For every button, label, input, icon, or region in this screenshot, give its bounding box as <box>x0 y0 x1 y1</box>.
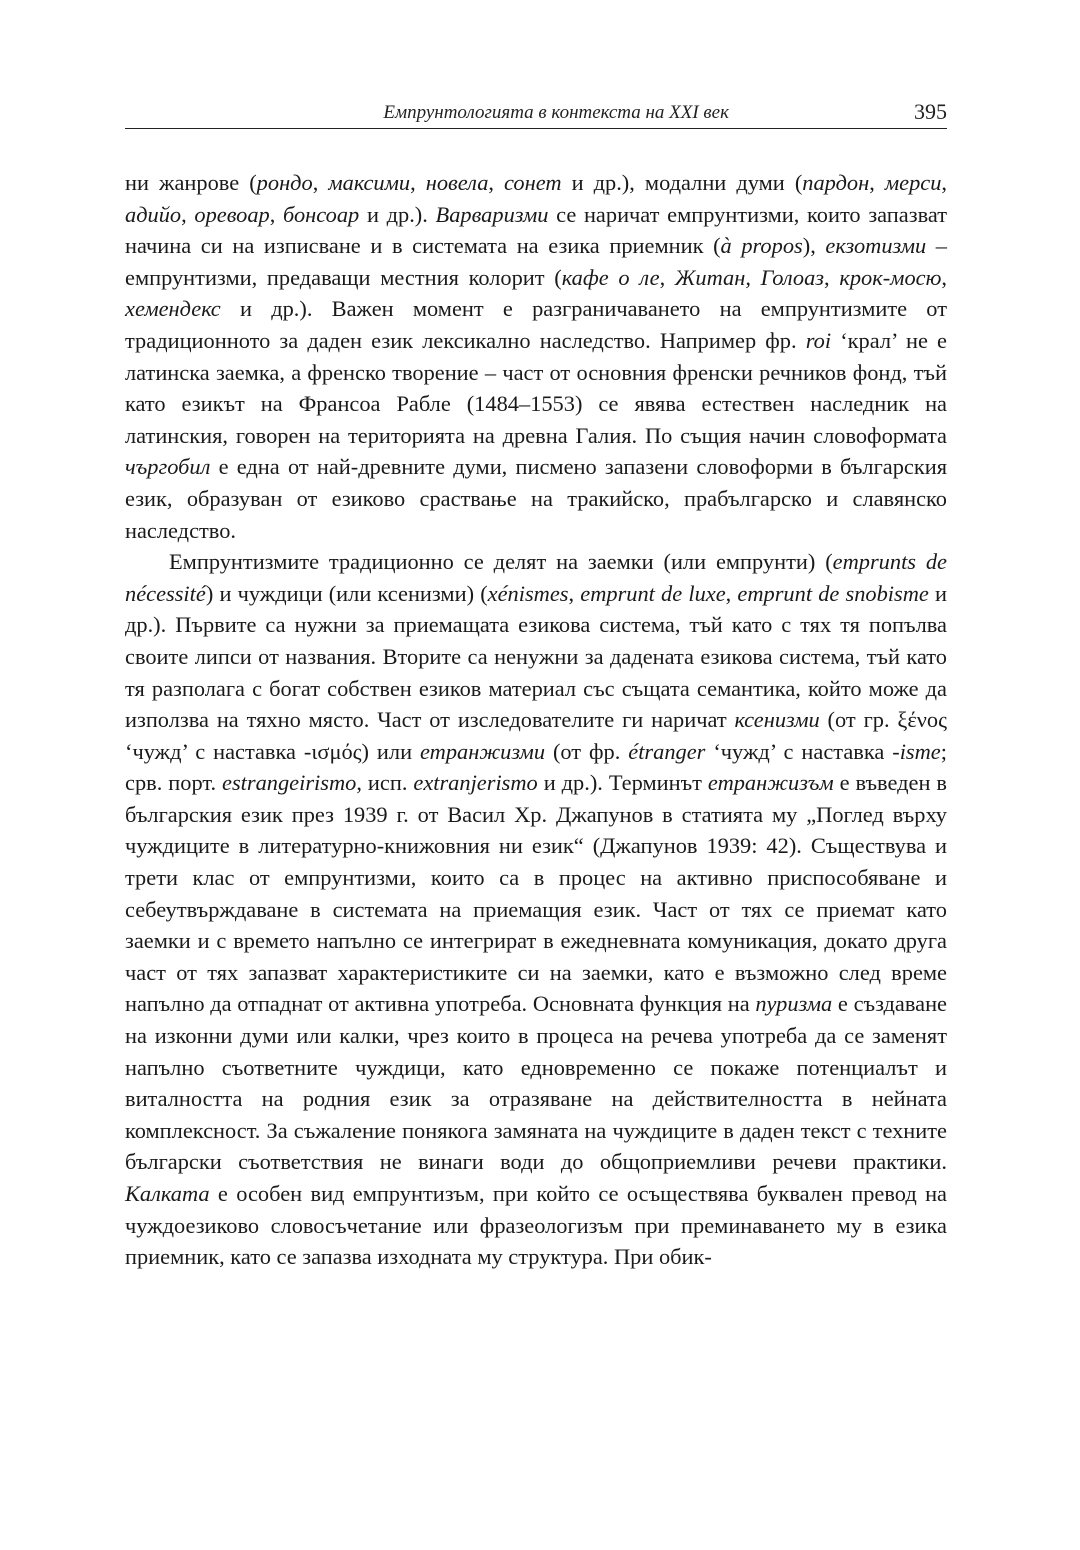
text-run: , <box>181 201 195 227</box>
italic-term: екзотизми <box>825 233 927 259</box>
text-run: , <box>269 201 284 227</box>
text-run: Емпрунтизмите традиционно се делят на заемки (или емпрунти) ( <box>169 549 833 575</box>
italic-term: етранжизми <box>420 738 546 764</box>
italic-term: пардон <box>802 170 870 195</box>
text-run: – емпрунтизми, предаващи местния колорит ( <box>125 233 947 290</box>
text-run: , <box>824 264 840 290</box>
italic-term: хемендекс <box>125 296 221 322</box>
text-run: , <box>941 170 948 195</box>
paragraph <box>125 546 947 1273</box>
text-run: , исп. <box>356 770 414 796</box>
text-run: , <box>725 580 738 606</box>
italic-term: estrangeirismo <box>222 770 357 796</box>
body-text <box>125 167 947 1273</box>
italic-term: emprunts de nécessité <box>125 549 947 606</box>
text-run: ‘крал’ не е латинска заемка, а френско творение – част от основния френски речников фонд, тъй като езикът на Франсоа Рабле (1484–1553) се явява естествен наследник на латинския, говорен на територията на древна Галия. По същия начин словоформата <box>125 327 947 448</box>
italic-term: кафе о ле <box>561 264 660 290</box>
page-number: 395 <box>914 99 947 124</box>
text-run: , <box>488 170 505 195</box>
italic-term: extranjerismo <box>413 770 538 796</box>
text-run: , <box>312 170 329 195</box>
italic-term: етранжизъм <box>707 770 834 796</box>
italic-term: пуризма <box>755 991 833 1017</box>
text-run: ‘чужд’ с наставка <box>705 738 893 764</box>
text-run: и др.). Терминът <box>537 770 708 796</box>
text-run: , <box>568 580 581 606</box>
italic-term: ксенизми <box>734 707 820 733</box>
text-run: е въведен в българския език през 1939 г. от Васил Хр. Джапунов в статията му „Поглед върху чуждиците в литературно-книжовния ни език“ (Джапунов 1939: 42). Съществува и трети клас от емпрунтизми, които са в процес на активно приспособяване и себеутвърждаване в системата на приемащия език. Част от тях се приемат като заемки и с времето напълно се интегрират в ежедневната комуникация, докато друга част от тях запазват характеристиките си на заемки, като е възможно след време напълно да отпаднат от активна употреба. Основната функция на <box>125 770 947 1017</box>
text-run: се наричат емпрунтизми, които запазват начина си на изписване и в системата на езика приемник ( <box>125 201 947 259</box>
italic-term: Житан, Голоаз <box>674 264 825 290</box>
italic-term: адийо <box>125 201 182 227</box>
italic-term: -isme <box>892 738 941 764</box>
italic-term: сонет <box>504 170 562 195</box>
italic-term: рондо <box>256 170 313 195</box>
italic-term: emprunt de snobisme <box>737 580 929 606</box>
text-run: е създаване на изконни думи или калки, чрез които в процеса на речева употреба да се заменят напълно съответните чуждици, като едновременно се покаже потенциалът и виталността на родния език за отразяване на действителността в нейната комплексност. За съжаление понякога замяната на чуждиците в даден текст с техните български съответствия не винаги води до общоприемливи речеви практики. <box>125 991 947 1175</box>
text-run: и др.), модални думи ( <box>561 170 803 195</box>
text-run: , <box>941 264 947 290</box>
italic-term: Калката <box>125 1181 210 1206</box>
text-run: и др.). Важен момент е разграничаването на емпрунтизмите от традиционното за даден език лексикално наследство. Например фр. <box>125 296 947 353</box>
text-run: е една от най-древните думи, писмено запазени словоформи в българския език, образуван от езиково сраствање на тракийско, прабългарско и славянско наследство. <box>125 454 947 543</box>
text-run: , <box>410 170 426 195</box>
text-run: и др.). <box>359 201 436 227</box>
italic-term: новела <box>425 170 489 195</box>
running-header <box>125 99 947 129</box>
text-run: ) и чуждици (или ксенизми) ( <box>205 580 488 606</box>
italic-term: à propos <box>720 233 803 259</box>
text-run: е особен вид емпрунтизъм, при който се осъществява буквален превод на чуждоезиково словосъчетание или фразеологизъм при преминаването му в езика приемник, като се запазва изходната му структура. При обик- <box>125 1181 947 1270</box>
paragraph <box>125 167 947 546</box>
text-run: , <box>869 170 885 195</box>
running-title: Емпрунтологията в контекста на XXI век <box>383 102 729 123</box>
italic-term: étranger <box>628 738 706 764</box>
italic-term: оревоар <box>194 201 270 227</box>
italic-term: xénismes <box>487 580 569 606</box>
italic-term: крок-мосю <box>839 264 942 290</box>
italic-term: чъргобил <box>125 454 211 480</box>
text-run: ), <box>802 233 826 259</box>
italic-term: emprunt de luxe <box>580 580 726 606</box>
text-run: и др.). Първите са нужни за приемащата езикова система, тъй като с тях тя попълва своите липси от названия. Вторите са ненужни за дадената езикова система, тъй като тя разполага с богат собствен езиков материал със същата семантика, който може да използва на тяхно място. Част от изследователите ги наричат <box>125 580 947 733</box>
italic-term: максими <box>328 170 411 195</box>
text-run: ; срв. порт. <box>125 738 947 796</box>
text-run: (от фр. <box>545 738 629 764</box>
text-run: ни жанрове ( <box>125 170 257 195</box>
text-run: , <box>659 264 675 290</box>
text-run: (от гр. ξένος ‘чужд’ с наставка -ισμός) или <box>125 707 947 764</box>
italic-term: roi <box>805 327 832 353</box>
italic-term: бонсоар <box>283 201 360 227</box>
italic-term: мерси <box>884 170 942 195</box>
italic-term: Варваризми <box>435 201 549 227</box>
